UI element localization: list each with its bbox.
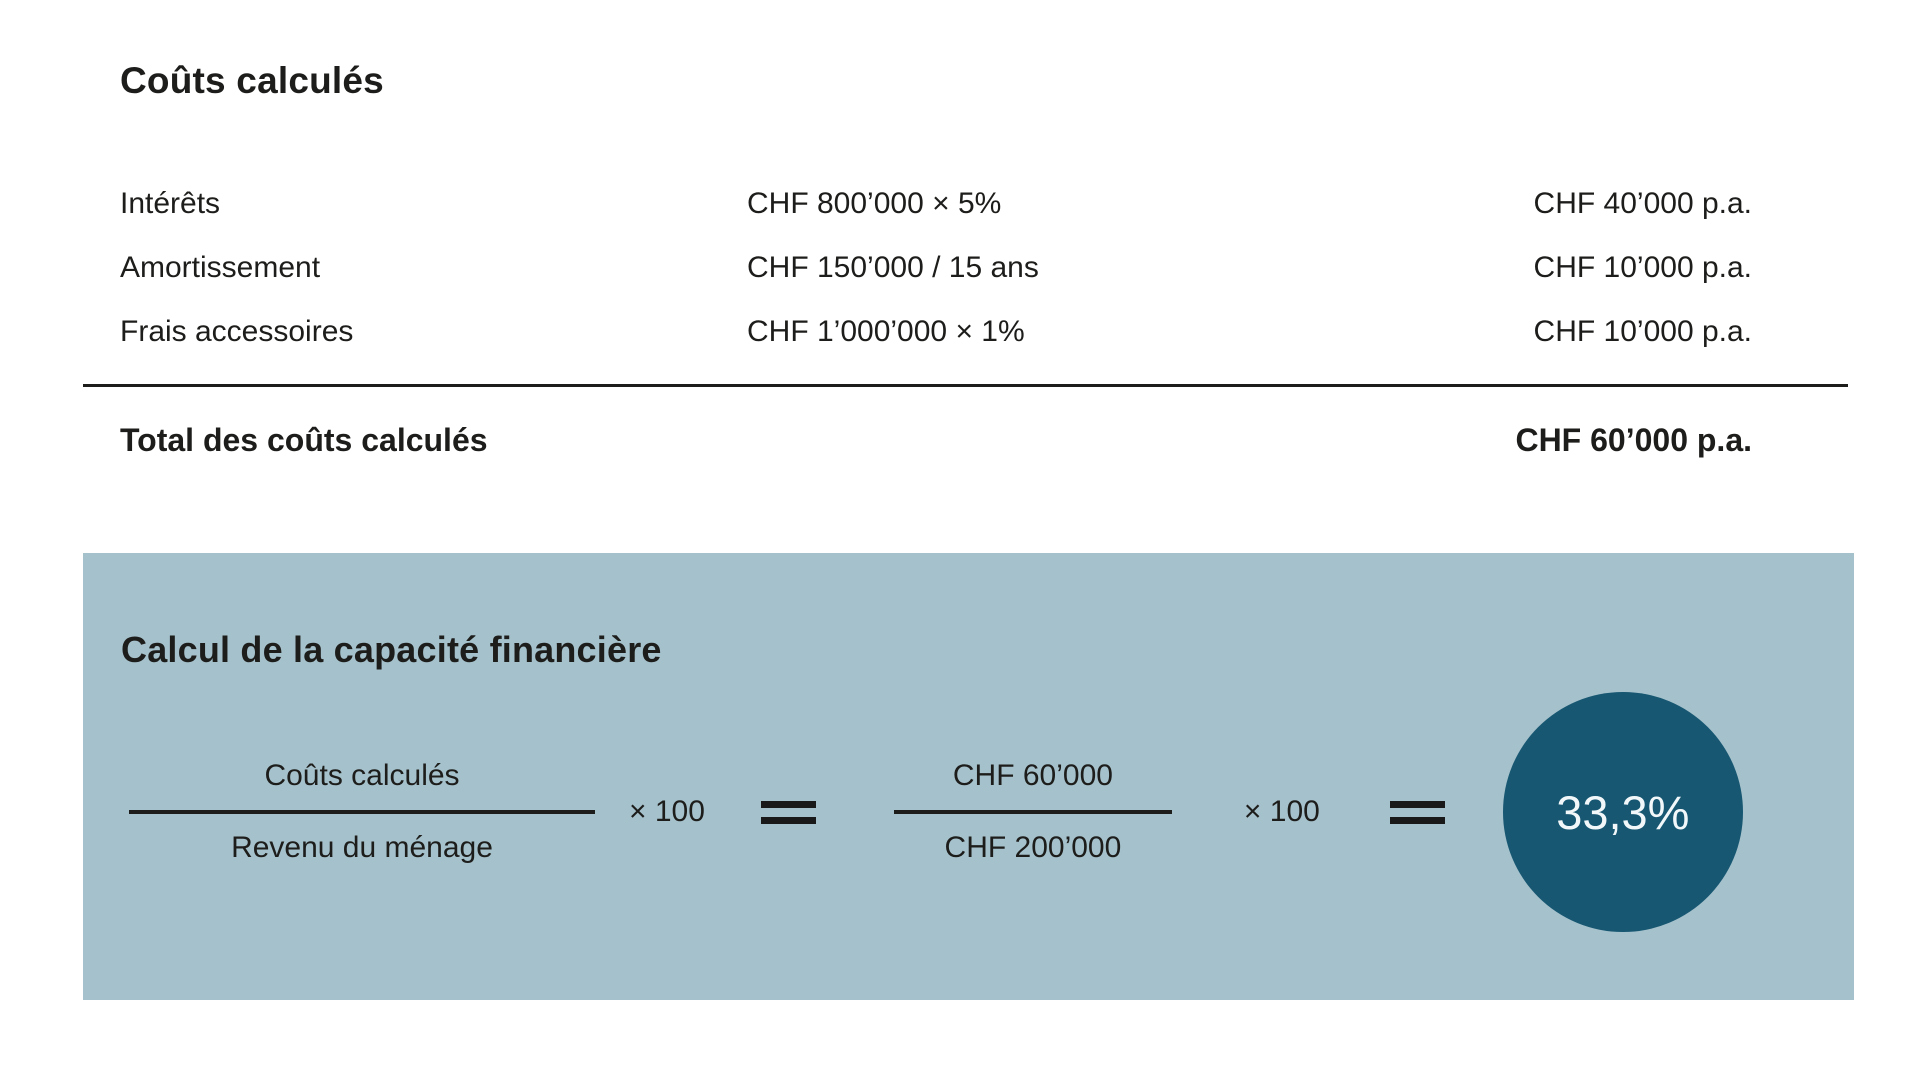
cost-row-label: Amortissement <box>120 251 321 284</box>
total-amount: CHF 60’000 p.a. <box>1515 422 1752 458</box>
cost-row-amount: CHF 10’000 p.a. <box>1533 251 1752 284</box>
times-100-label: × 100 <box>1243 795 1320 828</box>
total-divider-line <box>83 384 1848 387</box>
capacity-panel-title: Calcul de la capacité financière <box>121 629 662 670</box>
cost-row-amount: CHF 40’000 p.a. <box>1533 187 1752 220</box>
cost-table <box>120 172 1752 364</box>
fraction-denominator: CHF 200’000 <box>944 831 1122 864</box>
equals-bar <box>1390 817 1445 824</box>
result-circle <box>1503 692 1743 932</box>
equals-bar <box>1390 801 1445 808</box>
cost-row-formula: CHF 800’000 × 5% <box>747 187 1002 220</box>
cost-section-title: Coûts calculés <box>120 60 384 101</box>
equals-bar <box>761 801 816 808</box>
total-row <box>120 422 1752 459</box>
times-100-label: × 100 <box>629 795 705 828</box>
result-percentage: 33,3% <box>1556 785 1690 839</box>
cost-row-label: Intérêts <box>120 187 221 220</box>
cost-row-formula: CHF 150’000 / 15 ans <box>747 251 1039 284</box>
capacity-panel <box>83 553 1854 1000</box>
fraction-bar <box>129 810 595 814</box>
fraction-denominator: Revenu du ménage <box>231 831 493 864</box>
cost-row-amount: CHF 10’000 p.a. <box>1533 315 1752 348</box>
fraction-numerator: CHF 60’000 <box>952 759 1113 792</box>
equals-sign <box>761 801 816 824</box>
fraction-chf-values <box>894 754 1172 870</box>
capacity-formula <box>129 692 1743 932</box>
cost-row-label: Frais accessoires <box>120 315 354 348</box>
cost-row-formula: CHF 1’000’000 × 1% <box>747 315 1025 348</box>
fraction-bar <box>894 810 1172 814</box>
fraction-numerator: Coûts calculés <box>264 759 460 792</box>
equals-bar <box>761 817 816 824</box>
equals-sign <box>1390 801 1445 824</box>
total-label: Total des coûts calculés <box>120 422 488 458</box>
fraction-costs-over-income <box>129 754 595 870</box>
